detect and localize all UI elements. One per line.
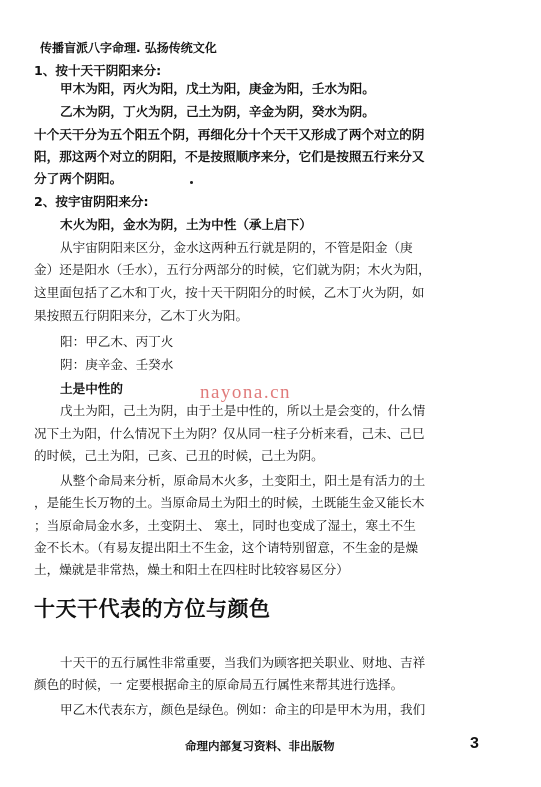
page-header: 传播盲派八字命理. 弘扬传统文化 <box>40 41 217 55</box>
yang-stems-line: 甲木为阳，丙火为阳，戊土为阳，庚金为阳，壬水为阳。 <box>60 81 375 96</box>
yang-elements-line: 阳：甲乙木、丙丁火 <box>60 334 174 349</box>
paragraph-line: 土，燥就是非常热，燥土和阳土在四柱时比较容易区分） <box>34 562 349 577</box>
section-2-heading: 2、按宇宙阴阳来分: <box>34 194 149 209</box>
paragraph-line: 金不长木。（有易友提出阳土不生金，这个请特别留意，不生金的是燥 <box>34 540 419 555</box>
paragraph-line: 金）还是阳水（壬水），五行分两部分的时候，它们就为阴；木火为阳， <box>34 262 431 277</box>
page-footer: 命理内部复习资料、非出版物 <box>185 739 335 753</box>
paragraph-line: 果按照五行阴阳来分，乙木丁火为阳。 <box>34 308 249 323</box>
paragraph-line: 甲乙木代表东方，颜色是绿色。例如：命主的印是甲木为用，我们 <box>60 702 426 717</box>
paragraph-line: ，是能生长万物的土。当原命局土为阳土的时候，土既能生金又能长木 <box>34 495 425 510</box>
section-1-heading: 1、按十天干阴阳来分: <box>34 63 162 78</box>
yin-elements-line: 阴：庚辛金、壬癸水 <box>60 357 174 372</box>
paragraph-line: 的时候，己土为阳，己亥、己丑的时候，己土为阴。 <box>34 448 324 463</box>
scan-speck <box>190 181 193 184</box>
section-2-subheading: 木火为阳，金水为阴，土为中性（承上启下） <box>60 217 312 232</box>
section-title: 十天干代表的方位与颜色 <box>34 597 271 621</box>
paragraph-line: 这里面包括了乙木和丁火，按十天干阴阳分的时候，乙木丁火为阴，如 <box>34 285 425 300</box>
paragraph-line: 十个天干分为五个阳五个阴，再细化分十个天干又形成了两个对立的阴 <box>34 127 425 142</box>
paragraph-line: ；当原命局金水多，土变阴土、 寒土，同时也变成了湿土，寒土不生 <box>34 518 416 533</box>
paragraph-line: 戊土为阳，己土为阴，由于土是中性的，所以土是会变的，什么情 <box>60 403 426 418</box>
earth-neutral-heading: 土是中性的 <box>60 381 123 396</box>
paragraph-line: 颜色的时候，一 定要根据命主的原命局五行属性来帮其进行选择。 <box>34 677 404 692</box>
page-number: 3 <box>470 735 479 752</box>
paragraph-line: 十天干的五行属性非常重要，当我们为顾客把关职业、财地、吉祥 <box>60 655 426 670</box>
paragraph-line: 从宇宙阴阳来区分，金水这两种五行就是阴的，不管是阳金（庚 <box>60 240 413 255</box>
paragraph-line: 从整个命局来分析，原命局木火多，土变阳土，阳土是有活力的土 <box>60 473 426 488</box>
paragraph-line: 况下土为阳，什么情况下土为阴？仅从同一柱子分析来看，己未、己巳 <box>34 426 425 441</box>
paragraph-line: 阳，那这两个对立的阴阳，不是按照顺序来分，它们是按照五行来分又 <box>34 149 425 164</box>
watermark-text: nayona.cn <box>200 382 292 403</box>
paragraph-line: 分了两个阴阳。 <box>34 171 123 186</box>
yin-stems-line: 乙木为阴，丁火为阴，己土为阴，辛金为阴，癸水为阴。 <box>60 104 375 119</box>
